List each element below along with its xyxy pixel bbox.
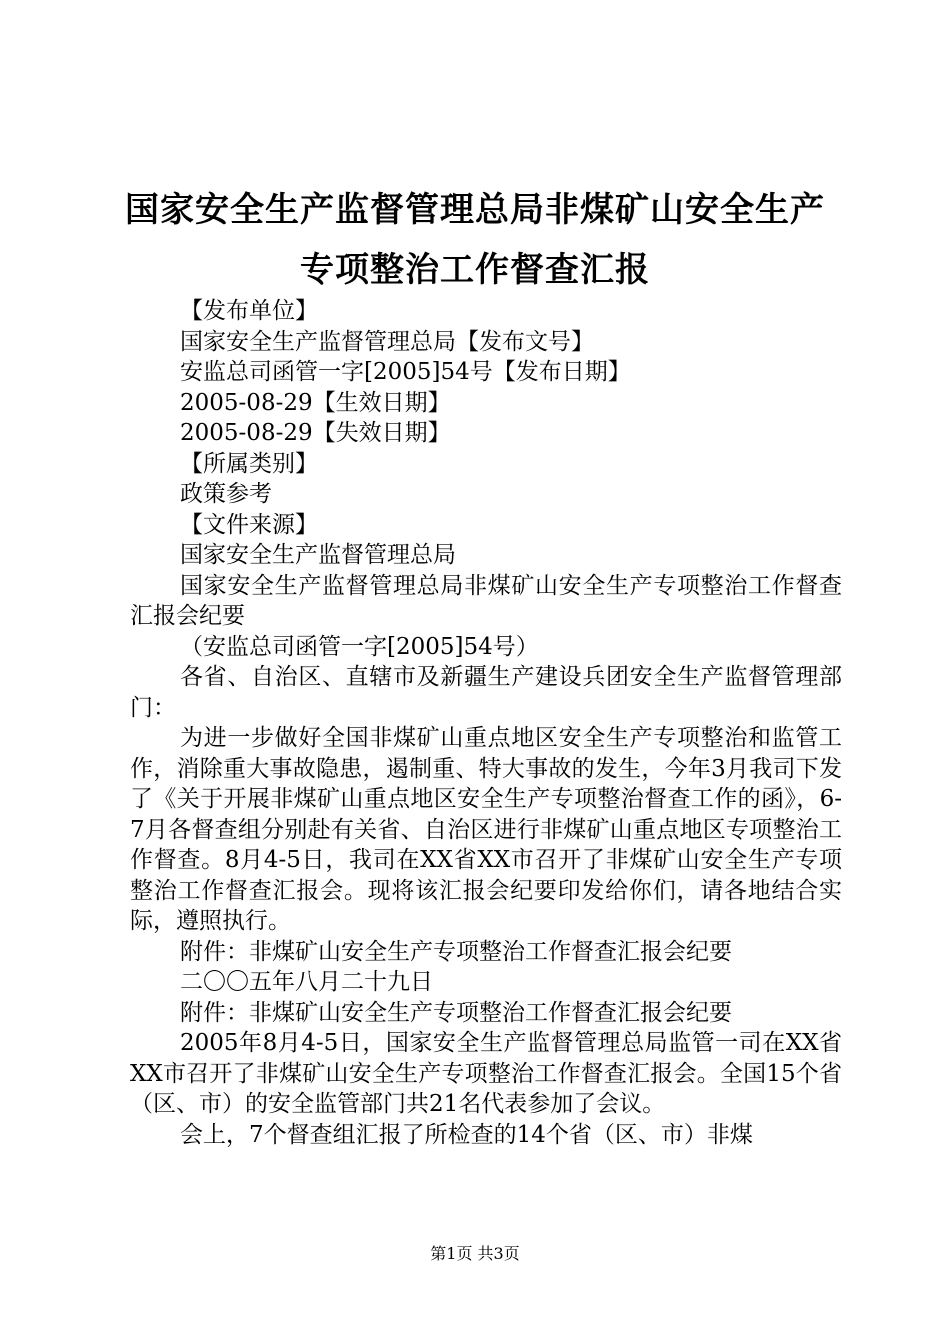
meta-publisher-value: 国家安全生产监督管理总局【发布文号】 — [180, 328, 594, 355]
attachment-paragraph-2: 会上，7个督查组汇报了所检查的14个省（区、市）非煤 — [180, 1121, 753, 1148]
meta-publish-date: 2005-08-29【生效日期】 — [180, 389, 451, 416]
document-body — [130, 296, 842, 1150]
meta-source-label: 【文件来源】 — [180, 511, 318, 538]
meta-publisher-label: 【发布单位】 — [180, 298, 318, 324]
meta-category-value: 政策参考 — [180, 481, 272, 507]
notice-attachment: 附件：非煤矿山安全生产专项整治工作督查汇报会纪要 — [180, 938, 732, 965]
meta-doc-number: 安监总司函管一字[2005]54号【发布日期】 — [180, 359, 631, 385]
notice-heading: 国家安全生产监督管理总局非煤矿山安全生产专项整治工作督查汇报会纪要 — [130, 572, 842, 629]
meta-source-value: 国家安全生产监督管理总局 — [180, 542, 456, 568]
notice-addressee: 各省、自治区、直辖市及新疆生产建设兵团安全生产监督管理部门： — [130, 664, 842, 721]
meta-category-label: 【所属类别】 — [180, 450, 318, 477]
attachment-paragraph-1: 2005年8月4-5日，国家安全生产监督管理总局监管一司在XX省XX市召开了非煤矿山安全生产专项整治工作督查汇报会。全国15个省（区、市）的安全监管部门共21名代表参加了会议。 — [130, 1030, 842, 1117]
notice-doc-number: （安监总司函管一字[2005]54号） — [180, 633, 539, 660]
document-title-line-1: 国家安全生产监督管理总局非煤矿山安全生产 — [125, 190, 825, 230]
document-title-line-2: 专项整治工作督查汇报 — [300, 250, 650, 290]
notice-main-paragraph: 为进一步做好全国非煤矿山重点地区安全生产专项整治和监管工作，消除重大事故隐患，遏制重、特大事故的发生，今年3月我司下发了《关于开展非煤矿山重点地区安全生产专项整治督查工作的函》，6-7月各督查组分别赴有关省、自治区进行非煤矿山重点地区专项整治工作督查。8月4-5日，我司在XX省XX市召开了非煤矿山安全生产专项整治工作督查汇报会。现将该汇报会纪要印发给你们，请各地结合实际，遵照执行。 — [130, 725, 842, 934]
notice-date: 二〇〇五年八月二十九日 — [180, 969, 433, 995]
attachment-heading: 附件：非煤矿山安全生产专项整治工作督查汇报会纪要 — [180, 999, 732, 1026]
page-footer: 第1页 共3页 — [430, 1244, 520, 1263]
meta-effective-date: 2005-08-29【失效日期】 — [180, 420, 451, 446]
